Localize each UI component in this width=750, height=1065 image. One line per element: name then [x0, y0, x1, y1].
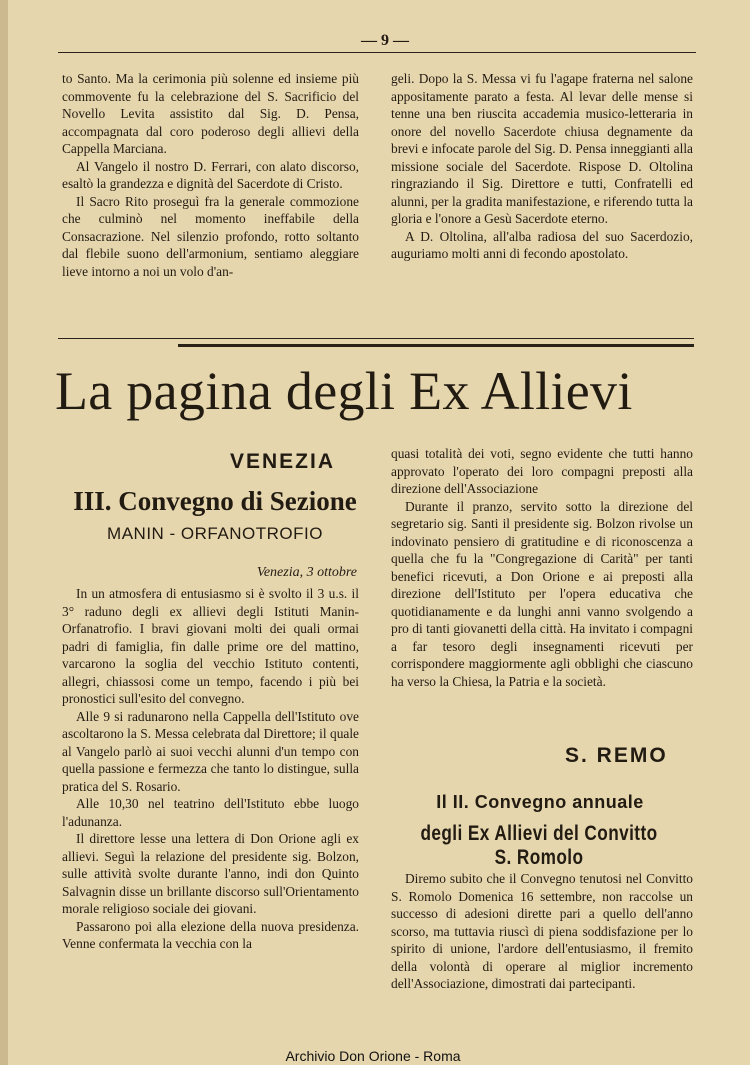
article-subtitle: degli Ex Allievi del Convitto S. Romolo	[420, 822, 658, 869]
article-title: Il II. Convegno annuale	[436, 792, 644, 812]
page-number: — 9 —	[361, 32, 409, 49]
archive-footer: Archivio Don Orione - Roma	[285, 1048, 461, 1064]
article-title: III. Convegno di Sezione	[73, 486, 357, 516]
paragraph: Al Vangelo il nostro D. Ferrari, con alato discorso, esaltò la grandezza e dignità del Sacerdote di Cristo.	[62, 158, 359, 191]
paragraph: Passarono poi alla elezione della nuova presidenza. Venne confermata la vecchia con la	[62, 918, 359, 951]
paragraph: Il Sacro Rito proseguì fra la generale commozione che culminò nel momento ineffabile della Consacrazione. Nel silenzio profondo, rotto soltanto dal flebile suono dell'armonium, sentiamo aleggiare lieve intorno a noi un volo d'an-	[62, 193, 359, 279]
paragraph: Diremo subito che il Convegno tenutosi nel Convitto S. Romolo Domenica 16 settembre, non raccolse un successo di adesioni dirette pari a quello dell'anno scorso, ma tuttavia riuscì di piena soddisfazione per lo spirito di unione, l'ardore dell'entusiasmo, il fremito della volontà di operare al miglior incremento dell'Associazione, dimostrati dai partecipanti.	[391, 871, 693, 991]
city-heading-sremo: S. REMO	[565, 744, 668, 767]
section-rule	[58, 338, 694, 339]
sremo-column	[391, 870, 693, 993]
paragraph: Durante il pranzo, servito sotto la direzione del segretario sig. Santi il presidente sig. Bolzon rivolse un indovinato pensiero di gratitudine e di riconoscenza a quella che fu la "Congregazione di Carità" per tanti benefici ricevuti, a Don Orione e ai preposti alla direzione dell'Istituto per l'opera educativa che quotidianamente e da lunghi anni vanno svolgendo a pro di tanti giovanetti della città. Ha invitato i compagni a far tesoro degli insegnamenti ricevuti per corrispondere maggiormente agli obblighi che ciascuno ha verso la Chiesa, la Patria e la società.	[391, 498, 693, 689]
section-title: La pagina degli Ex Allievi	[55, 361, 633, 421]
dateline: Venezia, 3 ottobre	[256, 565, 357, 580]
top-left-column	[62, 70, 359, 280]
paragraph: Il direttore lesse una lettera di Don Orione agli ex allievi. Seguì la relazione del presidente sig. Bolzon, sulle attività svolte durante l'anno, indi don Quinto Salvagnin disse un brillante discorso sull'Orientamento morale religioso sociale dei giovani.	[62, 831, 359, 916]
paragraph: In un atmosfera di entusiasmo si è svolto il 3 u.s. il 3° raduno degli ex allievi degli Istituti Manin-Orfanatrofio. I bravi giovani molti dei quali ormai padri di famiglia, fin dalle prime ore del mattino, varcarono la soglia del vecchio Istituto contenti, allegri, chiassosi come un tempo, facendo i più bei pronostici sull'esito del convegno.	[62, 586, 359, 706]
paragraph: geli. Dopo la S. Messa vi fu l'agape fraterna nel salone appositamente parato a festa. Al levar delle mense si tenne una ben riuscita accademia musico-letteraria in onore del novello Sacerdote chiusa degnamente da brevi e infocate parole del Sig. D. Pensa inneggianti alla missione sociale del Sacerdote. Rispose D. Oltolina ringraziando il Sig. Direttore e tutti, Confratelli ed alunni, per la gradita manifestazione, e riferendo tutta la gloria e l'onore a Gesù Sacerdote eterno.	[391, 71, 693, 226]
venezia-column	[62, 585, 359, 953]
paragraph: Alle 9 si radunarono nella Cappella dell'Istituto ove ascoltarono la S. Messa celebrata dal Direttore; il quale al Vangelo parlò ai suoi vecchi alunni d'un tempo con quella passione e fermezza che tanto lo distingue, sulla pratica del S. Rosario.	[62, 708, 359, 794]
city-heading-venezia: VENEZIA	[230, 450, 336, 473]
header-rule	[58, 52, 696, 53]
venezia-continuation-column	[391, 445, 693, 690]
section-rule-thick	[178, 344, 694, 347]
paragraph: Alle 10,30 nel teatrino dell'Istituto ebbe luogo l'adunanza.	[62, 796, 359, 829]
paragraph: quasi totalità dei voti, segno evidente che tutti hanno approvato l'operato dei loro compagni preposti alla direzione dell'Associazione	[391, 446, 693, 496]
article-subtitle: MANIN - ORFANOTROFIO	[107, 524, 323, 543]
paragraph: to Santo. Ma la cerimonia più solenne ed insieme più commovente fu la celebrazione del S. Sacrificio del Novello Levita assistito dal Sig. D. Pensa, accompagnata dal coro poderoso degli allievi della Cappella Marciana.	[62, 71, 359, 156]
top-right-column	[391, 70, 693, 263]
paragraph: A D. Oltolina, all'alba radiosa del suo Sacerdozio, auguriamo molti anni di fecondo apostolato.	[391, 228, 693, 261]
